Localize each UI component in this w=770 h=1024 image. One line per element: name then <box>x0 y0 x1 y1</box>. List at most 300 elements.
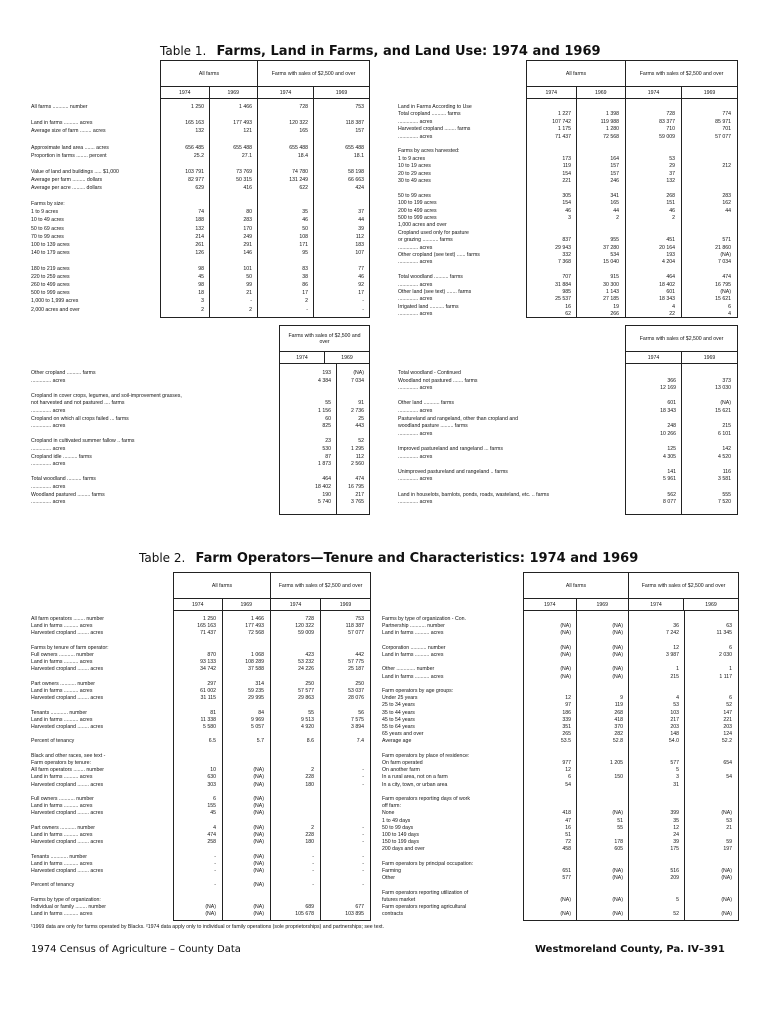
cell-value: 83 <box>302 266 308 272</box>
table-row <box>398 185 736 191</box>
table-row <box>31 702 369 708</box>
row-label: Other cropland .......... farms <box>31 370 96 376</box>
cell-value: 97 <box>565 702 571 709</box>
cell-value: 416 <box>243 185 252 191</box>
row-label: 1 to 49 days <box>382 817 411 824</box>
table-row <box>398 370 736 376</box>
table-row <box>398 222 736 228</box>
cell-value: 373 <box>722 377 731 384</box>
cell-value: 18.4 <box>297 152 308 159</box>
cell-value: 215 <box>670 673 679 680</box>
cell-value: 16 <box>565 303 571 310</box>
cell-value: 955 <box>610 237 619 244</box>
cell-value: 530 <box>322 446 331 452</box>
cell-value: (NA) <box>720 252 731 258</box>
table-row <box>382 789 737 795</box>
row-label: 200 days and over <box>382 846 425 853</box>
cell-value: 55 <box>617 824 623 831</box>
table-row <box>382 724 737 730</box>
cell-value: - <box>362 306 364 313</box>
table-row <box>31 416 368 422</box>
table-row <box>398 245 736 251</box>
cell-value: 72 568 <box>603 133 619 140</box>
table-row <box>31 803 369 809</box>
cell-value: 305 <box>562 192 571 199</box>
cell-value: 265 <box>562 731 571 738</box>
row-label: woodland pasture ......... farms <box>398 423 468 430</box>
group-sales <box>626 326 737 364</box>
cell-value: 7 520 <box>718 499 731 506</box>
group-all-farms <box>161 61 258 99</box>
cell-value: 154 <box>562 170 571 177</box>
table-row <box>398 378 736 384</box>
row-label: Land in farms .......... acres <box>31 832 93 838</box>
cell-value: 108 <box>299 233 308 240</box>
cell-value: 183 <box>355 241 364 248</box>
table-row <box>398 252 736 258</box>
cell-value: 15 621 <box>715 408 731 414</box>
table-row <box>398 126 736 132</box>
table-row <box>398 141 736 147</box>
table-row <box>398 104 736 110</box>
cell-value: 46 <box>358 274 364 281</box>
cell-value: 837 <box>562 237 571 244</box>
cell-value: 170 <box>243 225 252 232</box>
cell-value: (NA) <box>253 774 264 781</box>
cell-value: 59 009 <box>298 630 314 637</box>
cell-value: 3 987 <box>666 652 679 658</box>
cell-value: 36 <box>673 623 679 630</box>
cell-value: (NA) <box>205 911 216 918</box>
table-row <box>398 237 736 243</box>
cell-value: 57 077 <box>348 630 364 637</box>
table-row <box>382 674 737 680</box>
table-row <box>398 454 736 460</box>
row-label: 180 to 219 acres <box>31 266 70 272</box>
cell-value: 47 <box>565 817 571 824</box>
row-label: Other land (see text) ....... farms <box>398 289 472 295</box>
table-row <box>398 111 736 117</box>
row-label: futures market <box>382 896 416 903</box>
table-row <box>31 904 369 910</box>
table-row <box>382 796 737 802</box>
cell-value: (NA) <box>253 767 264 774</box>
group-sales <box>258 61 369 99</box>
year: 1969 <box>240 602 253 608</box>
cell-value: (NA) <box>721 868 732 874</box>
cell-value: 622 <box>299 185 308 191</box>
cell-value: 4 305 <box>663 453 676 460</box>
cell-value: (NA) <box>560 623 571 630</box>
year: 1969 <box>227 90 240 96</box>
cell-value: 656 485 <box>185 144 204 151</box>
row-label: off farm: <box>382 803 401 810</box>
table-row <box>31 446 368 452</box>
cell-value: 80 <box>246 209 252 216</box>
cell-value: 728 <box>305 616 314 622</box>
cell-value: 61 002 <box>200 688 216 694</box>
cell-value: 2 030 <box>719 652 732 658</box>
table-row <box>382 738 737 744</box>
group-all-farms <box>524 573 629 611</box>
table-row <box>31 652 369 658</box>
year: 1974 <box>258 87 314 99</box>
table1-title <box>160 40 601 59</box>
row-label: None <box>382 810 395 817</box>
group-sales <box>629 573 738 611</box>
table-row <box>31 499 368 505</box>
cell-value: 91 <box>358 400 364 407</box>
row-label: Percent of tenancy <box>31 882 75 889</box>
row-label: Farming <box>382 868 402 874</box>
row-label: Part owners ........... number <box>31 680 96 687</box>
cell-value: 250 <box>355 680 364 687</box>
row-label: .............. acres <box>398 476 433 483</box>
table-row <box>31 393 368 399</box>
table-row <box>31 266 368 272</box>
table-row <box>31 832 369 838</box>
table-row <box>31 890 369 896</box>
row-label: 260 to 499 acres <box>31 282 70 289</box>
table-row <box>31 226 368 232</box>
table-row <box>31 782 369 788</box>
cell-value: 4 384 <box>318 377 331 384</box>
cell-value: 108 289 <box>245 659 264 666</box>
cell-value: 58 198 <box>348 168 364 175</box>
cell-value: 72 568 <box>248 630 264 637</box>
cell-value: 534 <box>610 252 619 258</box>
cell-value: 180 <box>305 839 314 846</box>
table-row <box>382 825 737 831</box>
row-label: Cropland used only for pasture <box>398 229 469 236</box>
cell-value: 119 988 <box>600 118 619 125</box>
cell-value: (NA) <box>560 652 571 658</box>
cell-value: 12 169 <box>660 385 676 392</box>
row-label: .............. acres <box>398 133 433 140</box>
cell-value: 2 <box>249 306 252 313</box>
cell-value: 728 <box>666 111 675 118</box>
cell-value: 92 <box>358 282 364 289</box>
cell-value: (NA) <box>253 781 264 788</box>
table-row <box>398 385 736 391</box>
cell-value: 107 <box>355 249 364 256</box>
cell-value: 11 345 <box>716 630 732 637</box>
cell-value: 283 <box>243 217 252 224</box>
table-row <box>31 825 369 831</box>
group-label: Farms with sales of $2,500 and over <box>629 573 738 599</box>
table-row <box>382 861 737 867</box>
cell-value: (NA) <box>720 400 731 407</box>
cell-value: 119 <box>614 702 623 709</box>
table-row <box>31 911 369 917</box>
cell-value: - <box>362 832 364 838</box>
table-row <box>31 630 369 636</box>
table-row <box>31 760 369 766</box>
year: 1969 <box>703 355 716 361</box>
cell-value: 193 <box>322 370 331 376</box>
cell-value: 25.2 <box>193 152 204 159</box>
cell-value: 18 343 <box>660 408 676 414</box>
cell-value: 151 <box>666 200 675 207</box>
cell-value: (NA) <box>612 896 623 903</box>
cell-value: 29 943 <box>555 244 571 251</box>
cell-value: 193 <box>666 252 675 258</box>
cell-value: 3 <box>676 774 679 781</box>
table-row <box>382 904 737 910</box>
table-row <box>31 385 368 391</box>
cell-value: 27 185 <box>603 296 619 303</box>
cell-value: 173 <box>562 155 571 162</box>
row-label: 100 to 139 acres <box>31 241 70 248</box>
table-row <box>31 746 369 752</box>
row-label: 1,000 to 1,999 acres <box>31 298 79 305</box>
cell-value: 464 <box>666 274 675 281</box>
cell-value: 25 537 <box>555 296 571 303</box>
table2-left-panel <box>31 616 369 918</box>
table2-lead: Table 2. <box>139 551 186 565</box>
cell-value: 24 226 <box>298 666 314 673</box>
row-label: Corporation ........... number <box>382 644 446 651</box>
cell-value: 221 <box>723 716 732 723</box>
cell-value: (NA) <box>720 289 731 295</box>
table2-right-header <box>523 572 739 611</box>
cell-value: 249 <box>243 233 252 240</box>
group-label: All farms <box>161 61 257 87</box>
cell-value: 5.7 <box>256 738 264 745</box>
row-label: 100 to 149 days <box>382 832 419 838</box>
table-row <box>398 499 736 505</box>
cell-value: (NA) <box>253 796 264 802</box>
row-label: .............. acres <box>31 446 66 452</box>
cell-value: 57 077 <box>715 133 731 140</box>
row-label: Harvested cropland ........ acres <box>31 781 104 788</box>
table2-footnote: ¹1969 data are only for farms operated by Blacks. ²1974 data apply only to individual or family operations (sole proprietorships) and partnerships; see text. <box>31 924 384 930</box>
table-row <box>31 169 368 175</box>
cell-value: 39 <box>358 225 364 232</box>
cell-value: 46 <box>565 207 571 214</box>
cell-value: 44 <box>613 207 619 214</box>
table-row <box>382 760 737 766</box>
cell-value: 1 295 <box>351 446 364 452</box>
cell-value: 54 <box>565 781 571 788</box>
table-row <box>398 461 736 467</box>
cell-value: 82 977 <box>188 176 204 183</box>
cell-value: 458 <box>562 846 571 853</box>
cell-value: 74 <box>198 209 204 216</box>
footer-county-page: Westmoreland County, Pa. IV–391 <box>535 944 725 955</box>
cell-value: (NA) <box>612 868 623 874</box>
cell-value: 60 <box>325 415 331 422</box>
cell-value: 86 <box>302 282 308 289</box>
cell-value: 126 <box>195 249 204 256</box>
table-row <box>31 681 369 687</box>
row-label: Farms by acres harvested: <box>398 148 460 155</box>
row-label: .............. acres <box>398 311 433 318</box>
cell-value: 54.0 <box>668 738 679 745</box>
table-row <box>31 839 369 845</box>
cell-value: 51 <box>617 817 623 824</box>
row-label: 220 to 259 acres <box>31 274 70 281</box>
table-row <box>31 767 369 773</box>
table-row <box>31 128 368 134</box>
cell-value: 31 <box>673 781 679 788</box>
cell-value: 297 <box>207 680 216 687</box>
cell-value: (NA) <box>560 630 571 637</box>
cell-value: (NA) <box>612 875 623 882</box>
table-row <box>31 861 369 867</box>
group-label: All farms <box>524 573 628 599</box>
cell-value: 37 588 <box>248 666 264 673</box>
table1-lead: Table 1. <box>160 44 207 58</box>
cell-value: 188 <box>195 217 204 224</box>
table-row <box>398 267 736 273</box>
row-label: 45 to 54 years <box>382 716 415 723</box>
table-row <box>398 200 736 206</box>
cell-value: 62 <box>565 311 571 318</box>
table-row <box>31 250 368 256</box>
cell-value: 1 250 <box>203 616 216 622</box>
table-row <box>398 259 736 265</box>
cell-value: 148 <box>670 731 679 738</box>
cell-value: 29 <box>669 163 675 170</box>
row-label: .............. acres <box>398 430 433 437</box>
table-row <box>382 710 737 716</box>
table-row <box>382 774 737 780</box>
table-row <box>398 119 736 125</box>
row-label: Total cropland .......... farms <box>398 111 461 118</box>
table-row <box>31 282 368 288</box>
cell-value: 2 560 <box>351 461 364 468</box>
cell-value: - <box>362 824 364 831</box>
cell-value: 120 322 <box>289 120 308 127</box>
cell-value: 4 <box>213 824 216 831</box>
table-row <box>398 282 736 288</box>
table-row <box>398 304 736 310</box>
cell-value: 46 <box>302 217 308 224</box>
cell-value: 83 377 <box>659 118 675 125</box>
table-row <box>398 469 736 475</box>
year: 1969 <box>596 602 609 608</box>
cell-value: 180 <box>305 781 314 788</box>
table-row <box>398 431 736 437</box>
cell-value: - <box>362 298 364 305</box>
table-row <box>31 307 368 313</box>
cell-value: 9 969 <box>251 716 264 723</box>
cell-value: 157 <box>610 163 619 170</box>
row-label: Cropland in cultivated summer fallow .. farms <box>31 438 135 445</box>
table-row <box>31 177 368 183</box>
table-row <box>31 454 368 460</box>
table-row <box>31 789 369 795</box>
cell-value: 118 387 <box>345 623 364 630</box>
table-row <box>398 408 736 414</box>
cell-value: 95 <box>302 249 308 256</box>
cell-value: 186 <box>562 709 571 716</box>
cell-value: 268 <box>614 709 623 716</box>
row-label: Value of land and buildings ..... $1,000 <box>31 168 119 175</box>
cell-value: 474 <box>722 274 731 281</box>
cell-value: (NA) <box>560 911 571 918</box>
cell-value: 71 437 <box>555 133 571 140</box>
row-label: Other <box>382 875 395 882</box>
cell-value: - <box>312 882 314 889</box>
cell-value: 87 <box>325 453 331 460</box>
cell-value: 6 <box>213 796 216 802</box>
table-row <box>31 810 369 816</box>
cell-value: 99 <box>246 282 252 289</box>
row-label: or grazing ........... farms <box>398 237 453 244</box>
cell-value: 9 <box>620 695 623 702</box>
cell-value: 3 765 <box>351 499 364 506</box>
table-row <box>31 492 368 498</box>
row-label: Average age <box>382 738 412 745</box>
cell-value: 423 <box>305 652 314 658</box>
cell-value: 2 736 <box>351 408 364 414</box>
cell-value: 341 <box>610 192 619 199</box>
cell-value: 5 580 <box>203 724 216 730</box>
cell-value: (NA) <box>612 810 623 817</box>
cell-value: (NA) <box>253 911 264 918</box>
cell-value: 630 <box>207 774 216 781</box>
cell-value: 214 <box>195 233 204 240</box>
row-label: 100 to 199 acres <box>398 200 437 207</box>
cell-value: 162 <box>722 200 731 207</box>
cell-value: 1 873 <box>318 461 331 468</box>
cell-value: 753 <box>355 616 364 622</box>
row-label: Under 25 years <box>382 695 418 702</box>
cell-value: 18.1 <box>353 152 364 159</box>
cell-value: 27.1 <box>241 152 252 159</box>
row-label: Improved pastureland and rangeland ... farms <box>398 446 503 452</box>
cell-value: 5 <box>676 896 679 903</box>
cell-value: (NA) <box>721 810 732 817</box>
cell-value: 55 <box>325 400 331 407</box>
cell-value: 689 <box>305 904 314 910</box>
table-row <box>398 438 736 444</box>
table-row <box>31 242 368 248</box>
row-label: Other ............. number <box>382 666 435 673</box>
cell-value: 577 <box>670 760 679 766</box>
cell-value: 1 205 <box>610 760 623 766</box>
cell-value: - <box>214 882 216 889</box>
cell-value: 142 <box>722 446 731 452</box>
cell-value: 4 520 <box>718 453 731 460</box>
cell-value: 171 <box>299 241 308 248</box>
table-row <box>398 311 736 317</box>
row-label: Farm operators by place of residence: <box>382 752 470 759</box>
row-label: Land in farms .......... acres <box>31 623 93 630</box>
cell-value: (NA) <box>253 803 264 810</box>
table-row <box>382 688 737 694</box>
cell-value: - <box>362 853 364 860</box>
cell-value: (NA) <box>721 896 732 903</box>
table-row <box>31 710 369 716</box>
table-row <box>398 178 736 184</box>
cell-value: 261 <box>195 241 204 248</box>
table-row <box>31 846 369 852</box>
cell-value: 50 <box>246 274 252 281</box>
cell-value: 339 <box>562 716 571 723</box>
cell-value: 98 <box>198 282 204 289</box>
table-row <box>31 688 369 694</box>
cell-value: - <box>214 853 216 860</box>
cell-value: 18 402 <box>659 281 675 288</box>
table-row <box>31 659 369 665</box>
row-label: Woodland not pastured ....... farms <box>398 377 478 384</box>
cell-value: 3 581 <box>718 476 731 483</box>
cell-value: 2 <box>201 306 204 313</box>
row-label: Total woodland - Continued <box>398 370 461 376</box>
